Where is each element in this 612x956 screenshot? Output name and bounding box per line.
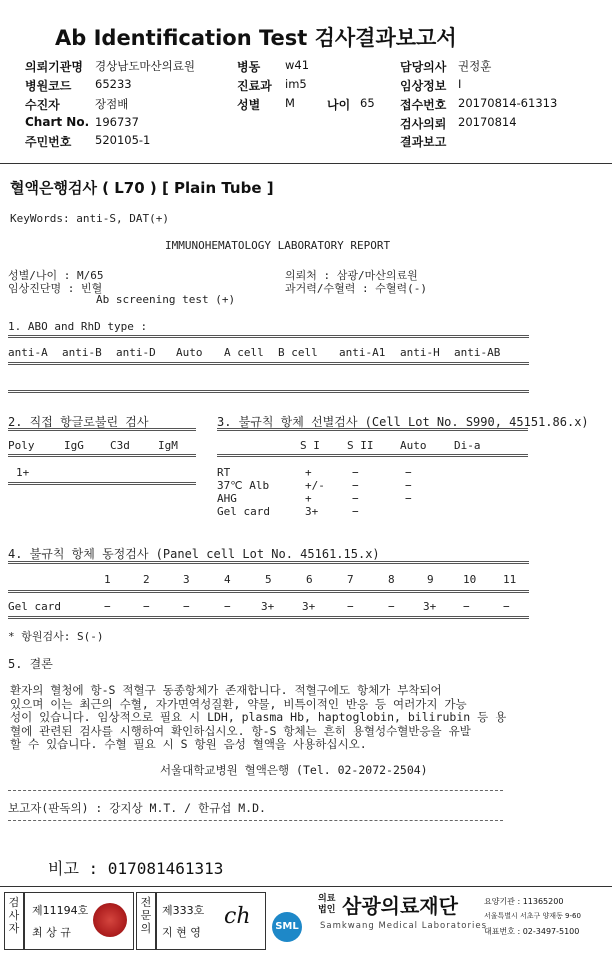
corp-address: 서울특별시 서초구 양재동 9-60 [484,912,581,920]
abo-column-header: A cell [224,346,264,359]
screen-rule-top [217,428,528,431]
ab-screening: Ab screening test (+) [96,293,236,306]
chart-label: Chart No. [25,115,90,129]
panel-column-header: 8 [388,573,395,586]
abo-column-header: anti-AB [454,346,501,359]
corp-code: 요양기관 : 11365200 [484,897,564,906]
lab-title: IMMUNOHEMATOLOGY LABORATORY REPORT [165,239,391,252]
screen-cell: 3+ [305,505,319,518]
panel-title: 4. 불규칙 항체 동정검사 (Panel cell Lot No. 45161.15.x) [8,547,380,561]
bloodbank-line: 서울대학교병원 혈액은행 (Tel. 02-2072-2504) [160,763,428,777]
doctor-value: 권정훈 [458,59,492,73]
dat-rule-bottom [8,482,196,485]
screen-cell: − [405,479,412,492]
signature-icon: ch [224,904,251,929]
screen-title: 3. 불규칙 항체 선별검사 (Cell Lot No. S990, 45151.86.x) [217,415,589,429]
abo-rule-mid [8,362,529,365]
report-title: Ab Identification Test 검사결과보고서 [55,26,457,50]
reporter-line: 보고자(판독의) : 강지상 M.T. / 한규섭 M.D. [8,801,266,815]
screen-cell: + [305,492,312,505]
panel-rule-bottom [8,616,529,619]
panel-column-header: 1 [104,573,111,586]
abo-title: 1. ABO and RhD type : [8,320,148,333]
panel-cell: − [224,600,231,613]
abo-column-header: anti-A [8,346,48,359]
age-value: 65 [360,96,375,110]
screen-rule-mid [217,454,528,457]
conclusion-line: 성이 있습니다. 임상적으로 필요 시 LDH, plasma Hb, haptoglobin, bilirubin 등 용 [10,710,507,724]
institution-value: 경상남도마산의료원 [95,59,195,73]
section-title: 혈액은행검사 ( L70 ) [ Plain Tube ] [10,179,274,197]
result-label: 결과보고 [400,135,447,149]
hospital-code-value: 65233 [95,77,132,91]
panel-cell: − [143,600,150,613]
screen-row-label: AHG [217,492,237,505]
footer-divider [0,886,612,887]
expert-no: 제333호 [162,904,205,917]
screen-cell: − [352,492,359,505]
panel-column-header: 3 [183,573,190,586]
corp-prefix: 의료법인 [318,894,336,915]
panel-column-header: 7 [347,573,354,586]
reporter-rule-top [8,790,503,791]
screen-row-label: Gel card [217,505,270,518]
dat-column-header: Poly [8,439,35,452]
doctor-label: 담당의사 [400,60,447,74]
patient-label: 수진자 [25,98,60,112]
receipt-label: 접수번호 [400,98,447,112]
keywords: KeyWords: anti-S, DAT(+) [10,212,169,225]
clinical-diagnosis: 임상진단명 : 빈혈 [8,282,103,295]
tester-label: 검사자 [8,896,20,935]
sex-value: M [285,96,295,110]
panel-cell: 3+ [302,600,316,613]
tester-no: 제11194호 [32,904,89,917]
dat-column-header: C3d [110,439,130,452]
remark: 비고 : 017081461313 [48,859,224,878]
tester-seal-icon [93,903,127,937]
dept-label: 진료과 [237,79,272,93]
corp-tel: 대표번호 : 02-3497-5100 [484,927,580,936]
conclusion-line: 할 수 있습니다. 수혈 필요 시 S 항원 음성 혈액을 사용하십시오. [10,737,367,751]
chart-value: 196737 [95,115,139,129]
screen-cell: +/- [305,479,325,492]
screen-column-header: S I [300,439,320,452]
panel-cell: − [463,600,470,613]
panel-column-header: 10 [463,573,477,586]
receipt-value: 20170814-61313 [458,96,558,110]
expert-label: 전문의 [140,896,152,935]
sex-age: 성별/나이 : M/65 [8,269,104,282]
header-divider [0,163,612,164]
conclusion-line: 환자의 혈청에 항-S 적혈구 동종항체가 존재합니다. 적혈구에도 항체가 부착되어 [10,683,442,697]
abo-column-header: Auto [176,346,203,359]
resident-value: 520105-1 [95,133,151,147]
antigen-test: * 항원검사: S(-) [8,630,104,643]
screen-column-header: Auto [400,439,427,452]
dat-title: 2. 직접 항글로불린 검사 [8,415,149,429]
panel-cell: − [104,600,111,613]
resident-label: 주민번호 [25,135,72,149]
panel-rule-mid [8,590,529,593]
expert-name: 지 현 영 [162,926,201,939]
panel-column-header: 2 [143,573,150,586]
dept-value: im5 [285,77,307,91]
conclusion-line: 있으며 이는 최근의 수혈, 자가면역성질환, 약물, 비특이적인 반응 등 여러가지 가능 [10,696,467,711]
panel-cell: 3+ [261,600,275,613]
panel-cell: − [183,600,190,613]
screen-cell: − [352,466,359,479]
ward-label: 병동 [237,60,261,74]
panel-column-header: 6 [306,573,313,586]
abo-rule-top [8,335,529,338]
panel-column-header: 11 [503,573,517,586]
transfusion-history: 과거력/수혈력 : 수혈력(-) [285,282,427,295]
request-value: 20170814 [458,115,517,129]
dat-column-header: IgG [64,439,84,452]
abo-rule-bottom [8,390,529,393]
corp-name: 삼광의료재단 [342,894,458,918]
abo-column-header: B cell [278,346,318,359]
sml-logo-icon: SML [272,912,302,942]
sex-label: 성별 [237,98,261,112]
screen-cell: − [405,466,412,479]
age-label: 나이 [327,98,351,112]
institution-label: 의뢰기관명 [25,60,83,74]
abo-column-header: anti-D [116,346,156,359]
panel-cell: 3+ [423,600,437,613]
panel-column-header: 9 [427,573,434,586]
abo-column-header: anti-A1 [339,346,386,359]
panel-cell: − [347,600,354,613]
panel-row-label: Gel card [8,600,61,613]
screen-cell: − [352,479,359,492]
panel-cell: − [503,600,510,613]
abo-column-header: anti-H [400,346,440,359]
corp-english: Samkwang Medical Laboratories [320,921,488,931]
screen-cell: + [305,466,312,479]
dat-value: 1+ [16,466,30,479]
tester-name: 최 상 규 [32,926,71,939]
panel-column-header: 4 [224,573,231,586]
conclusion-title: 5. 결론 [8,657,53,671]
panel-rule-top [8,561,529,564]
dat-rule-mid [8,454,196,457]
panel-column-header: 5 [265,573,272,586]
screen-cell: − [405,492,412,505]
screen-row-label: RT [217,466,231,479]
dat-rule-top [8,428,196,431]
screen-row-label: 37℃ Alb [217,479,270,492]
clinical-label: 임상정보 [400,79,447,93]
patient-value: 장점배 [95,97,129,111]
reporter-rule-bottom [8,820,503,821]
screen-column-header: Di-a [454,439,481,452]
screen-cell: − [352,505,359,518]
hospital-code-label: 병원코드 [25,79,72,93]
clinical-value: I [458,77,462,91]
panel-cell: − [388,600,395,613]
conclusion-line: 혈에 관련된 검사를 시행하여 확인하십시오. 항-S 항체는 흔히 용혈성수혈반응을 유발 [10,723,471,738]
request-label: 검사의뢰 [400,117,447,131]
abo-column-header: anti-B [62,346,102,359]
screen-column-header: S II [347,439,374,452]
dat-column-header: IgM [158,439,178,452]
ward-value: w41 [285,58,310,72]
referral: 의뢰처 : 삼광/마산의료원 [285,269,418,282]
